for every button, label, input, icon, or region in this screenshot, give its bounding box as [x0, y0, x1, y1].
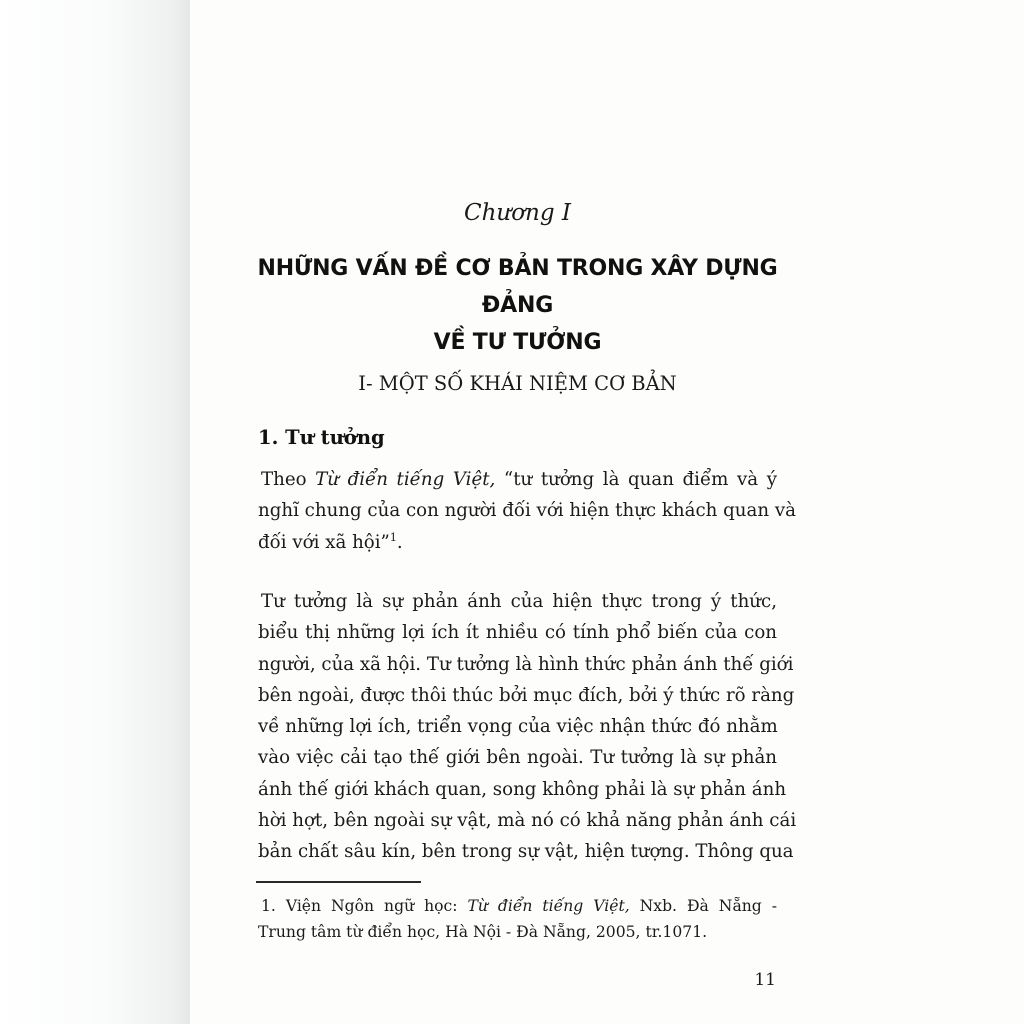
- text-run: 1. Viện Ngôn ngữ học:: [261, 897, 468, 915]
- paragraph-line: hời hợt, bên ngoài sự vật, mà nó có khả năng phản ánh cái: [258, 810, 797, 832]
- italic-book-title: Từ điển tiếng Việt,: [467, 897, 630, 915]
- italic-book-title: Từ điển tiếng Việt,: [315, 469, 496, 490]
- paragraph-line: Tư tưởng là sự phản ánh của hiện thực trong ý thức,: [261, 591, 777, 612]
- paragraph-line: [258, 527, 777, 558]
- paragraph-line: ánh thế giới khách quan, song không phải là sự phản ánh: [258, 778, 787, 800]
- subsection-title: 1. Tư tưởng: [258, 426, 385, 449]
- footnote-line: [258, 894, 777, 920]
- chapter-title-line-1: NHỮNG VẤN ĐỀ CƠ BẢN TRONG XÂY DỰNG ĐẢNG: [257, 256, 778, 318]
- page-gutter-shadow: [0, 0, 190, 1024]
- chapter-label: Chương I: [463, 200, 571, 226]
- text-run: .: [396, 531, 403, 553]
- footnote-divider: [256, 881, 421, 883]
- page-number: 11: [754, 970, 776, 990]
- section-title: I- MỘT SỐ KHÁI NIỆM CƠ BẢN: [358, 372, 677, 395]
- paragraph-line: [258, 464, 777, 495]
- paragraph-line: nghĩ chung của con người đối với hiện thực khách quan và: [258, 500, 796, 522]
- paragraph-body: [258, 586, 797, 868]
- text-run: đối với xã hội”: [258, 531, 390, 553]
- footnote-reference[interactable]: 1: [389, 530, 397, 544]
- paragraph-line: bên ngoài, được thôi thúc bởi mục đích, bởi ý thức rõ ràng: [258, 684, 795, 706]
- text-run: Nxb. Đà Nẵng -: [629, 897, 777, 915]
- text-run: Theo: [261, 469, 316, 490]
- paragraph-line: về những lợi ích, triển vọng của việc nhận thức đó nhằm: [258, 716, 778, 738]
- paragraph-definition: [258, 464, 796, 558]
- paragraph-line: vào việc cải tạo thế giới bên ngoài. Tư tưởng là sự phản: [258, 747, 777, 769]
- footnote: [258, 894, 777, 945]
- text-run: “tư tưởng là quan điểm và ý: [495, 469, 777, 490]
- chapter-title: [255, 250, 780, 361]
- paragraph-line: biểu thị những lợi ích ít nhiều có tính phổ biến của con: [258, 622, 777, 644]
- paragraph-line: bản chất sâu kín, bên trong sự vật, hiện tượng. Thông qua: [258, 841, 794, 863]
- footnote-line: Trung tâm từ điển học, Hà Nội - Đà Nẵng, 2005, tr.1071.: [258, 922, 708, 941]
- paragraph-line: người, của xã hội. Tư tưởng là hình thức phản ánh thế giới: [258, 653, 794, 675]
- chapter-title-line-2: VỀ TƯ TƯỞNG: [433, 330, 602, 355]
